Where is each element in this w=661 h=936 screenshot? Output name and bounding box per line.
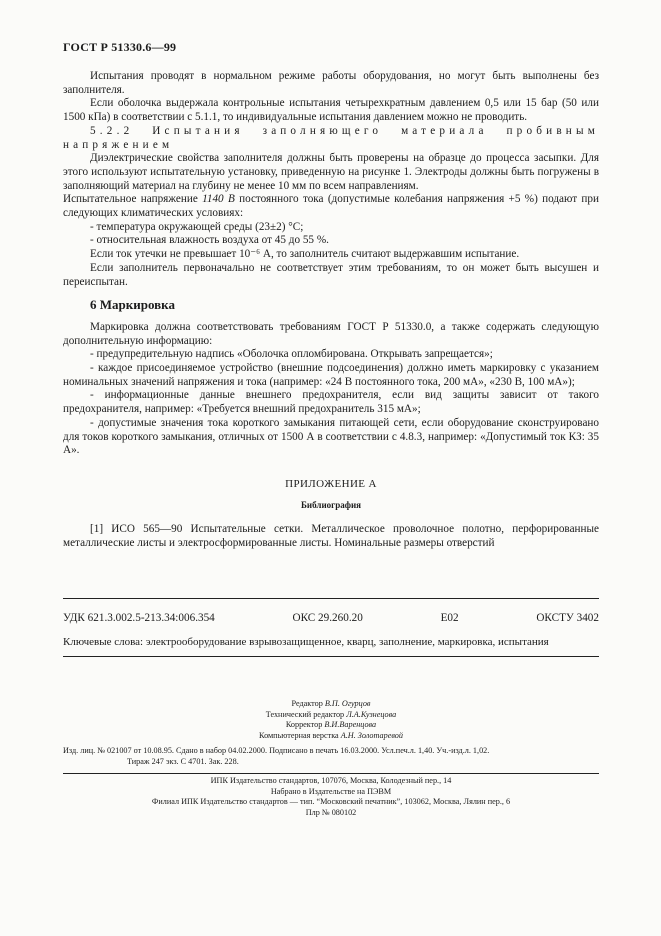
marking-item-fuse: - информационные данные внешнего предохранителя, если вид защиты зависит от такого предохранителя, например: «Требуется внешний предохранитель 315 мА»;: [63, 389, 599, 416]
voltage-value: 1140 В: [202, 193, 235, 206]
publisher-address: ИПК Издательство стандартов, 107076, Москва, Колодезный пер., 14: [210, 776, 452, 785]
oks-code: ОКС 29.260.20: [292, 612, 363, 624]
category-code: Е02: [440, 612, 459, 624]
marking-intro: Маркировка должна соответствовать требованиям ГОСТ Р 51330.0, а также содержать следующую дополнительную информацию:: [63, 320, 599, 347]
subsection-title: 5.2.2 Испытания заполняющего материала пробивным напряжением: [63, 124, 599, 151]
editor-line: Редактор В.П. Огурцов: [291, 699, 371, 708]
editor-name: В.П. Огурцов: [324, 699, 371, 708]
condition-humidity: - относительная влажность воздуха от 45 до 55 %.: [90, 234, 329, 247]
typeset-note: Набрано в Издательстве на ПЭВМ: [270, 786, 392, 796]
paragraph-test-mode: Испытания проводят в нормальном режиме работы оборудования, но могут быть выполнены без заполнителя.: [63, 70, 599, 96]
paragraph-retest: Если заполнитель первоначально не соответствует этим требованиям, то он может быть высушен и переиспытан.: [63, 261, 599, 288]
appendix-title: ПРИЛОЖЕНИЕ А: [285, 477, 377, 490]
voltage-text-b: постоянного тока (допустимые колебания напряжения +5 %) подают при следующих климатических условиях:: [63, 193, 599, 220]
corrector-name: В.И.Варенцова: [324, 720, 377, 730]
license-line: Изд. лиц. № 021007 от 10.08.95. Сдано в набор 04.02.2000. Подписано в печать 16.03.2000. Усл.печ.л. 1,40. Уч.-изд.л. 1,02.: [63, 746, 490, 755]
printer-license: Плр № 080102: [305, 807, 357, 817]
udk-code: УДК 621.3.002.5-213.34:006.354: [63, 612, 215, 624]
editorial-credits: [63, 699, 599, 741]
imprint-divider: [63, 773, 599, 774]
marking-item-short-circuit: - допустимые значения тока короткого замыкания питающей сети, если оборудование сконструировано для токов короткого замыкания, отличных от 1500 А в соответствии с 4.8.3, например: «Допустимый ток КЗ: 35 А».: [63, 416, 599, 457]
standard-header: ГОСТ Р 51330.6—99: [63, 40, 177, 54]
tech-editor-line: Технический редактор Л.А.Кузнецова: [265, 709, 397, 719]
voltage-text-a: Испытательное напряжение: [63, 193, 203, 206]
paragraph-leakage: Если ток утечки не превышает 10⁻⁶ А, то заполнитель считают выдержавшим испытание.: [90, 248, 520, 261]
marking-item-device: - каждое присоединяемое устройство (внешние подсоединения) должно иметь маркировку с указанием номинальных значений напряжения и тока (например: «24 В постоянного тока, 200 мА», «230 В, 100 мА»);: [63, 362, 599, 388]
main-content: [63, 70, 599, 551]
tech-editor-name: Л.А.Кузнецова: [346, 709, 397, 719]
print-run-line: Тираж 247 экз. С 4701. Зак. 228.: [127, 756, 239, 766]
publication-details: [63, 746, 599, 767]
top-divider: [63, 598, 599, 599]
marking-item-warning: - предупредительную надпись «Оболочка опломбирована. Открывать запрещается»;: [90, 348, 493, 361]
layout-name: А.Н. Золотаревой: [340, 730, 403, 740]
printer-address: Филиал ИПК Издательство стандартов — тип. “Московский печатник”, 103062, Москва, Лялин пер., 6: [151, 797, 511, 807]
paragraph-dielectric: Диэлектрические свойства заполнителя должны быть проверены на образце до процесса засыпки. Для этого используют испытательную установку, приведенную на рисунке 1. Электроды должны быть погружены в заполняющий материал на глубину не менее 10 мм по всем направлениям.: [63, 152, 599, 192]
bibliography-entry: [1] ИСО 565—90 Испытательные сетки. Металлическое проволочное полотно, перфорированные металлические листы и электросформированные листы. Номинальные размеры отверстий: [63, 523, 599, 550]
keywords: Ключевые слова: электрооборудование взрывозащищенное, кварц, заполнение, маркировка, испытания: [63, 636, 549, 648]
bottom-divider: [63, 656, 599, 657]
condition-temperature: - температура окружающей среды (23±2) °С;: [90, 220, 304, 233]
bibliography-title: Библиография: [300, 499, 362, 510]
publisher-info: [63, 776, 599, 818]
okstu-code: ОКСТУ 3402: [536, 612, 599, 624]
paragraph-pressure-test: Если оболочка выдержала контрольные испытания четырехкратным давлением 0,5 или 15 бар (50 или 1500 кПа) в соответствии с 5.1.1, то индивидуальные испытания давлением можно не проводить.: [63, 97, 599, 124]
classification-row: [63, 612, 599, 624]
layout-line: Компьютерная верстка А.Н. Золотаревой: [259, 730, 403, 740]
corrector-line: Корректор В.И.Варенцова: [285, 720, 377, 730]
section-6-title: 6 Маркировка: [90, 297, 175, 313]
paragraph-test-voltage: [63, 193, 599, 220]
